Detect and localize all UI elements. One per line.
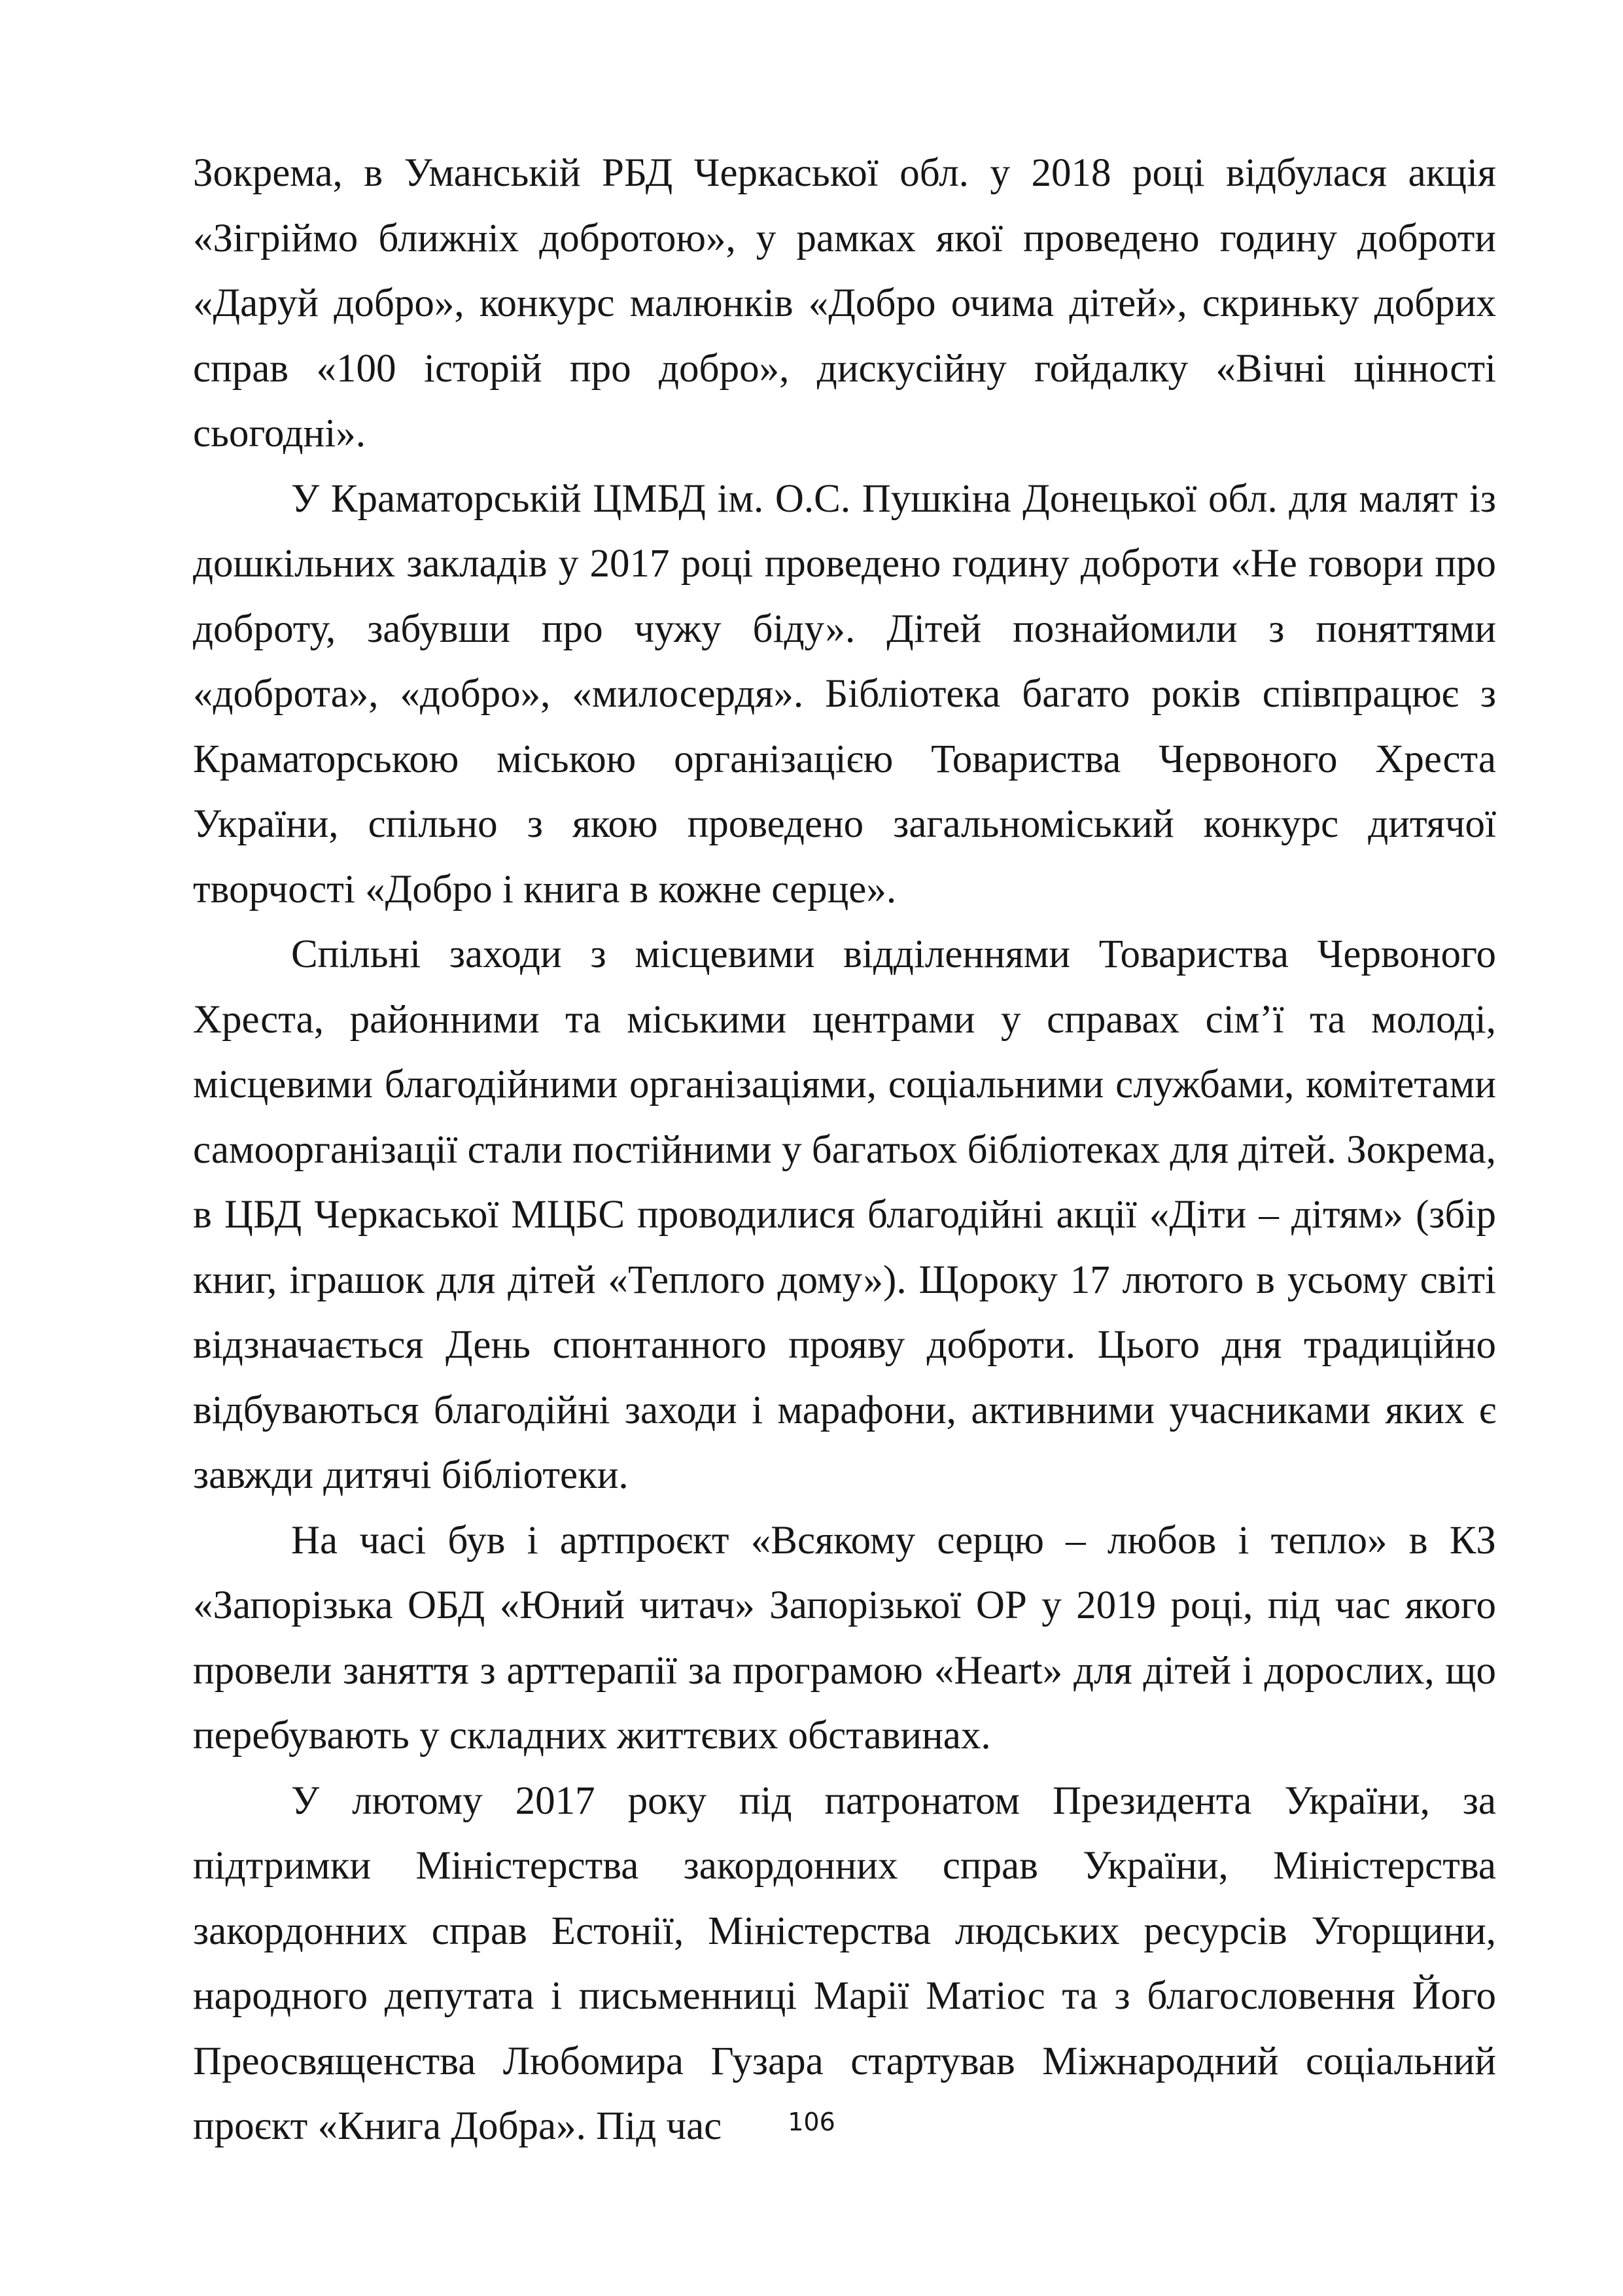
paragraph-4: На часі був і артпроєкт «Всякому серцю – любов і тепло» в КЗ «Запорізька ОБД «Юний читач» Запорізької ОР у 2019 році, під час якого провели заняття з арттерапії за програмою «Heart» для дітей і дорослих, що перебувають у складних життєвих обставинах. — [193, 1518, 1496, 1757]
paragraph-3: Спільні заходи з місцевими відділеннями Товариства Червоного Хреста, районними та міськими центрами у справах сім’ї та молоді, місцевими благодійними організаціями, соціальними службами, комітетами самоорганізації стали постійними у багатьох бібліотеках для дітей. Зокрема, в ЦБД Черкаської МЦБС проводилися благодійні акції «Діти – дітям» (збір книг, іграшок для дітей «Теплого дому»). Щороку 17 лютого в усьому світі відзначається День спонтанного прояву доброти. Цього дня традиційно відбуваються благодійні заходи і марафони, активними учасниками яких є завжди дитячі бібліотеки. — [193, 932, 1496, 1497]
page-body — [193, 141, 1496, 2159]
paragraph-2: У Краматорській ЦМБД ім. О.С. Пушкіна Донецької обл. для малят із дошкільних закладів у 2017 році проведено годину доброти «Не говори про доброту, забувши про чужу біду». Дітей познайомили з поняттями «доброта», «добро», «милосердя». Бібліотека багато років співпрацює з Краматорською міською організацією Товариства Червоного Хреста України, спільно з якою проведено загальноміський конкурс дитячої творчості «Добро і книга в кожне серце». — [193, 476, 1496, 911]
page-number: 106 — [788, 2108, 835, 2136]
paragraph-1: Зокрема, в Уманській РБД Черкаської обл. у 2018 році відбулася акція «Зігріймо ближніх добротою», у рамках якої проведено годину доброти «Даруй добро», конкурс малюнків «Добро очима дітей», скриньку добрих справ «100 історій про добро», дискусійну гойдалку «Вічні цінності сьогодні». — [193, 151, 1496, 455]
paragraph-5: У лютому 2017 року під патронатом Президента України, за підтримки Міністерства закордонних справ України, Міністерства закордонних справ Естонії, Міністерства людських ресурсів Угорщини, народного депутата і письменниці Марії Матіос та з благословення Його Преосвященства Любомира Гузара стартував Міжнародний соціальний проєкт «Книга Добра». Під час — [193, 1778, 1496, 2148]
